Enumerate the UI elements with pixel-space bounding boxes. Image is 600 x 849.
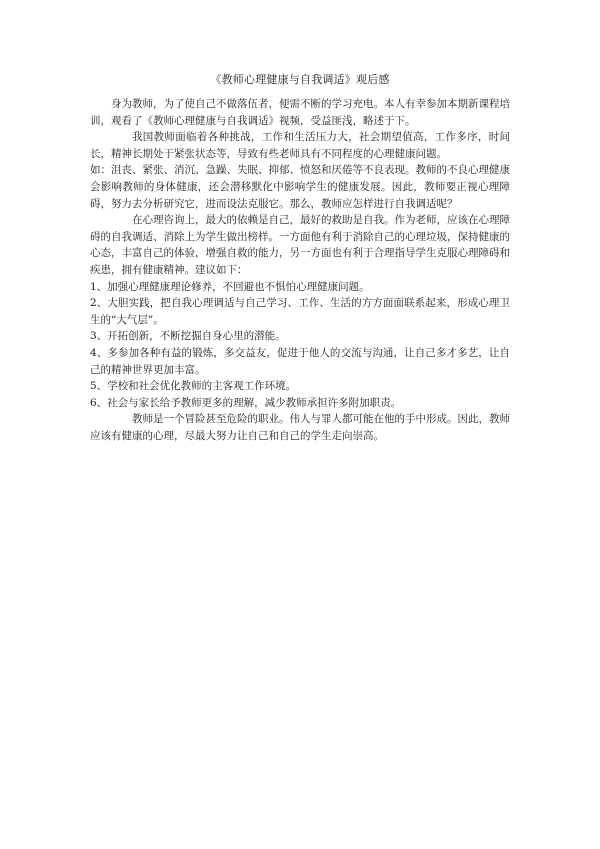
- paragraph-symptoms: 如：沮丧、紧张、消沉、急躁、失眠、抑郁、愤怒和厌倦等不良表现。教师的不良心理健康会影响教师的身体健康，还会潜移默化中影响学生的健康发展。因此，教师要正视心理障碍，努力去分析研究它，进而设法克服它。那么，教师应怎样进行自我调适呢？: [90, 164, 510, 210]
- list-item-4: 4、多参加各种有益的锻炼，多交益友，促进于他人的交流与沟通，让自己多才多艺，让自己的精神世界更加丰富。: [90, 346, 510, 376]
- list-item-2: 2、大胆实践，把自我心理调适与自己学习、工作、生活的方方面面联系起来，形成心理卫生的“大气层”。: [90, 297, 510, 326]
- list-item-6: 6、社会与家长给予教师更多的理解，减少教师承担许多附加职责。: [90, 396, 402, 409]
- document-body: [90, 96, 510, 444]
- list-item-3: 3、开拓创新，不断挖掘自身心里的潜能。: [90, 330, 286, 343]
- list-item-5: 5、学校和社会优化教师的主客观工作环境。: [90, 380, 297, 393]
- list-item-1: 1、加强心理健康理论修养，不回避也不惧怕心理健康问题。: [90, 280, 370, 293]
- document-title: 《教师心理健康与自我调适》观后感: [210, 73, 390, 86]
- paragraph-self-help: 在心理咨询上，最大的依赖是自己，最好的救助是自我。作为老师，应该在心理障碍的自我调适、消除上为学生做出榜样。一方面他有利于消除自己的心理垃圾，保持健康的心态，丰富自己的体验，增强自救的能力，另一方面也有利于合理指导学生克服心理障碍和疾患，拥有健康精神。建议如下：: [90, 214, 510, 276]
- paragraph-challenges: 我国教师面临着各种挑战，工作和生活压力大，社会期望值高，工作多序，时间长，精神长期处于紧张状态等，导致有些老师具有不同程度的心理健康问题。: [90, 131, 510, 160]
- paragraph-intro: 身为教师，为了使自己不做落伍者，便需不断的学习充电。本人有幸参加本期新课程培训，观看了《教师心理健康与自我调适》视频，受益匪浅，略述于下。: [90, 98, 510, 127]
- paragraph-conclusion: 教师是一个冒险甚至危险的职业。伟人与罪人都可能在他的手中形成。因此，教师应该有健康的心理，尽最大努力让自己和自己的学生走向崇高。: [90, 413, 510, 442]
